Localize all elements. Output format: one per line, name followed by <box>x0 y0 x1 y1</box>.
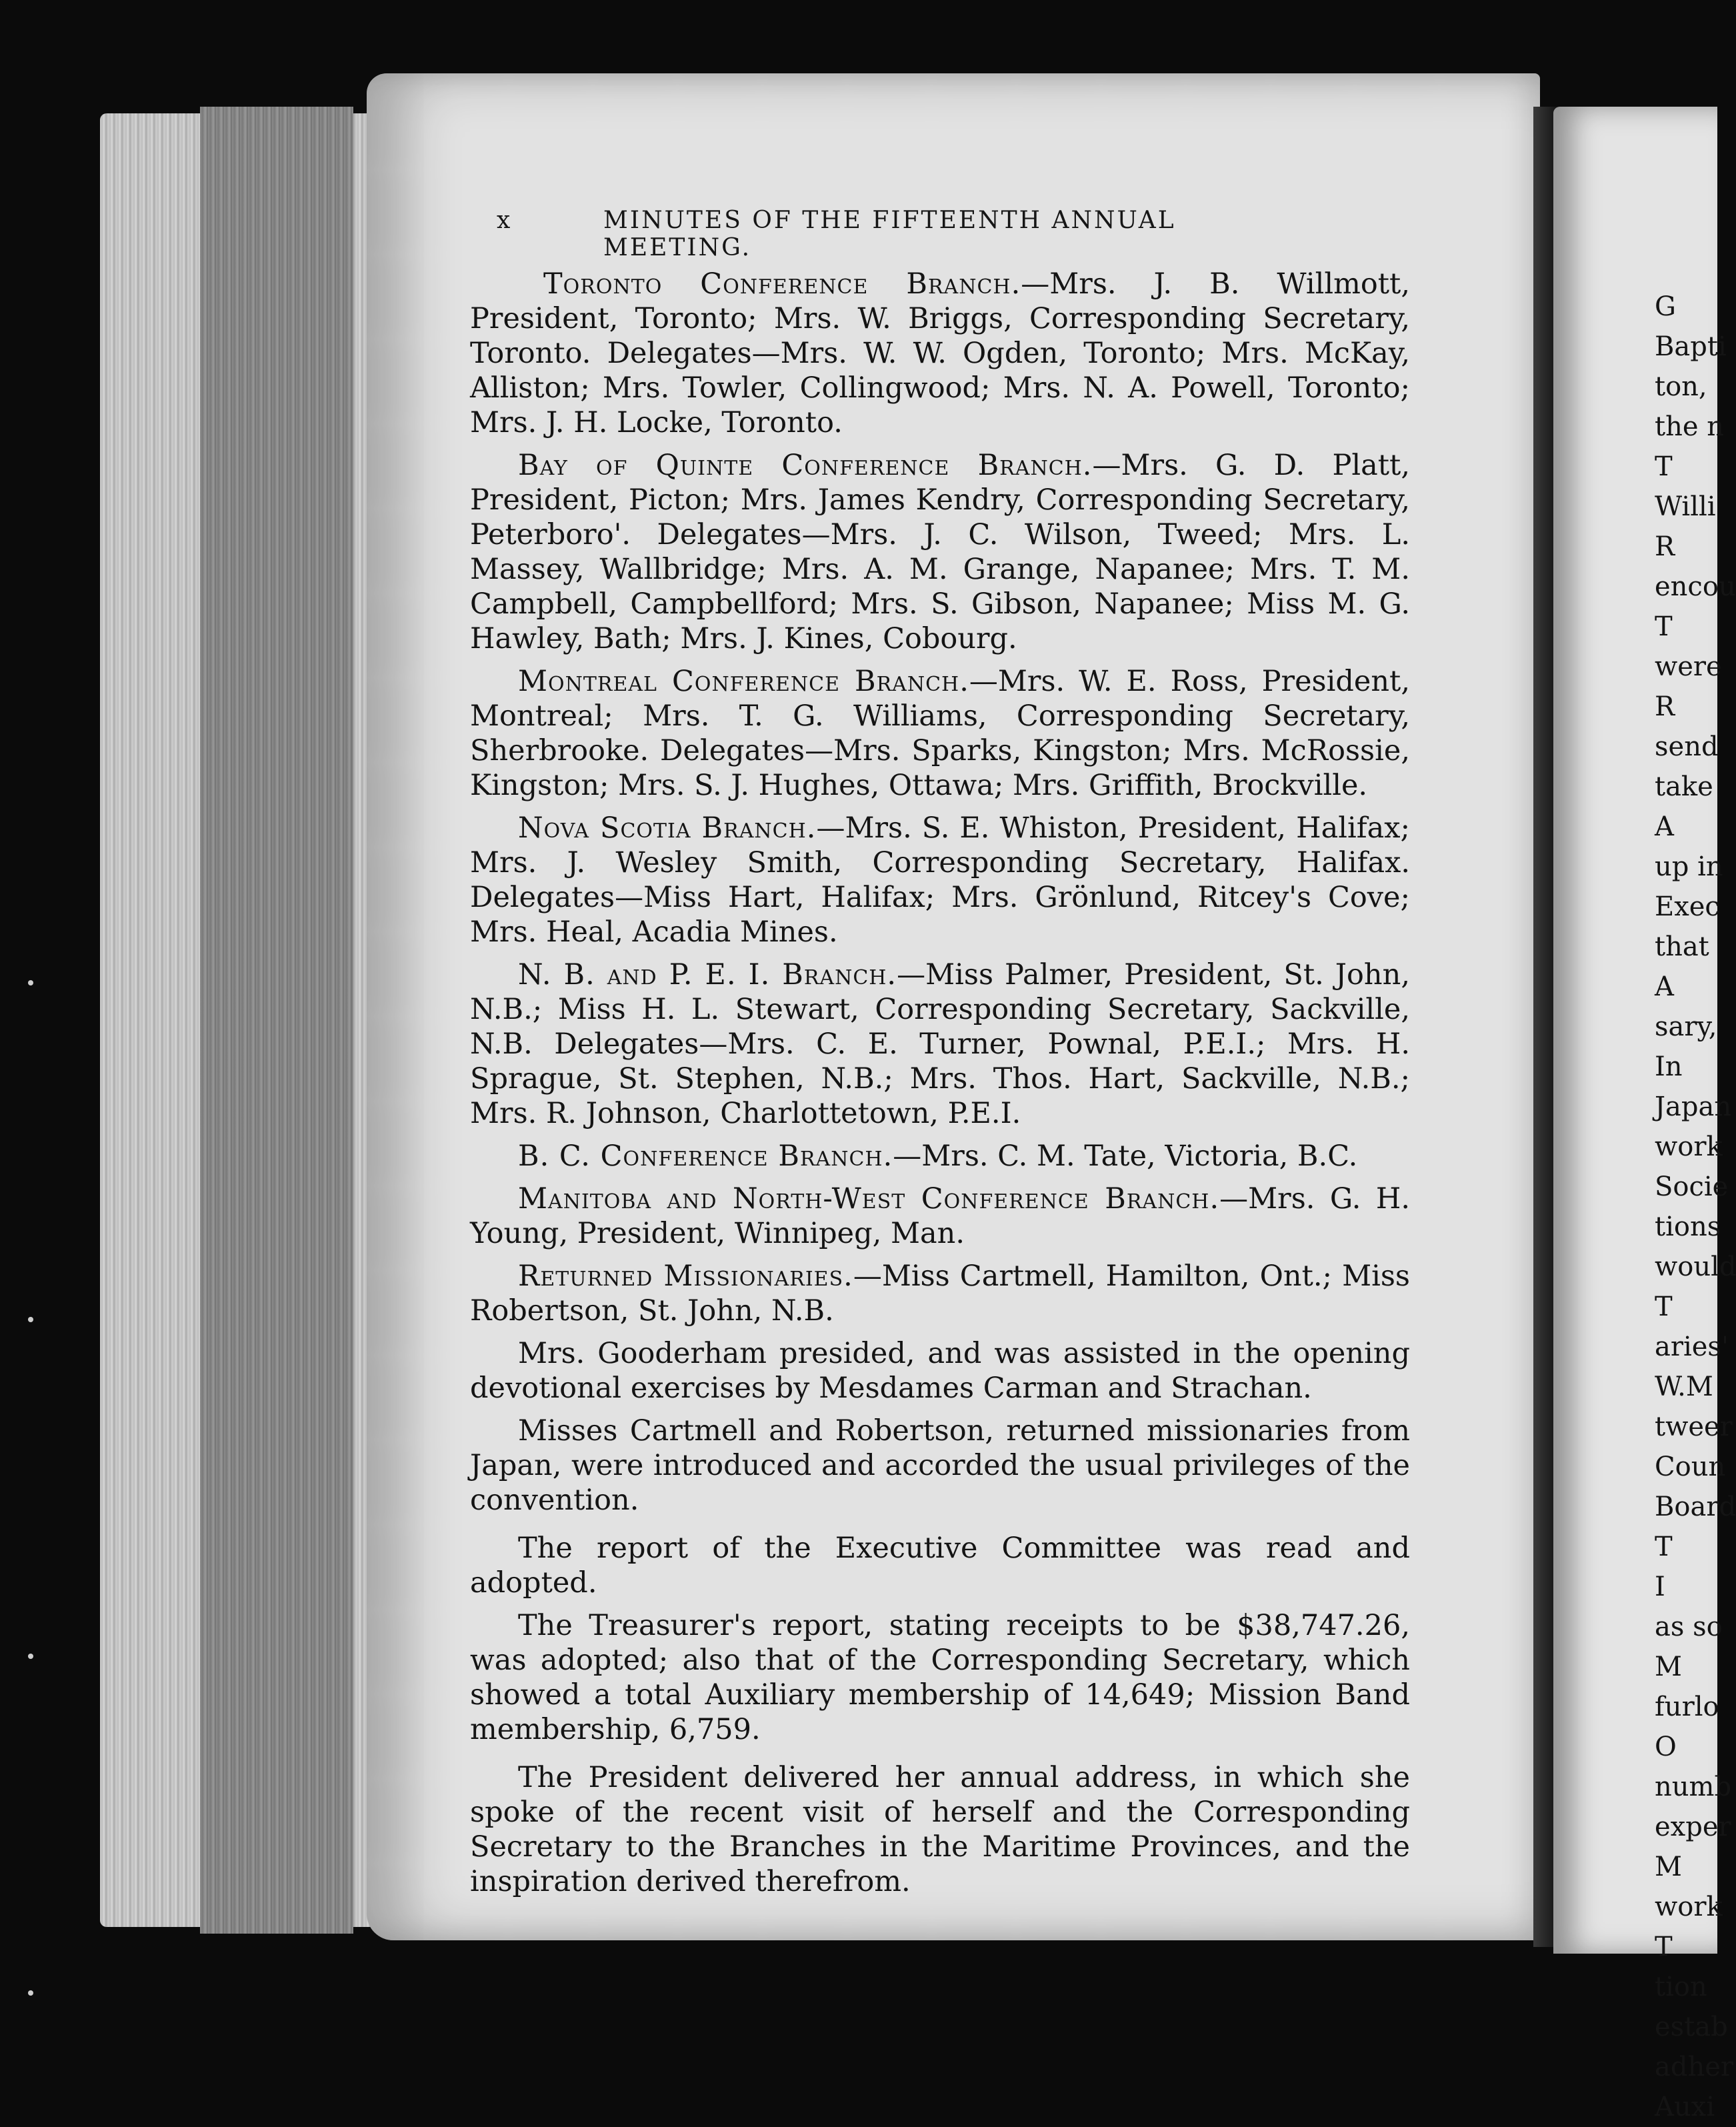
right-page-line-fragment: Socie <box>1655 1172 1729 1202</box>
paragraph-nb-pei-branch <box>470 957 1410 1131</box>
branch-heading: Toronto Conference Branch. <box>543 267 1021 301</box>
film-speck <box>28 1654 33 1659</box>
right-page-line-fragment: T <box>1655 451 1673 482</box>
right-page-line-fragment: ton, <box>1655 371 1707 402</box>
right-page-line-fragment: Willi <box>1655 491 1716 522</box>
paragraph-text: The President delivered her annual address, in which she spoke of the recent visit of herself and the Corresponding Secretary to the Branches in the Maritime Provinces, and the inspiration derived therefrom. <box>470 1761 1410 1898</box>
right-page-line-fragment: up in <box>1655 851 1723 882</box>
branch-heading: N. B. and P. E. I. Branch. <box>518 958 897 991</box>
right-page-line-fragment: would <box>1655 1252 1736 1282</box>
paragraph-president-address <box>470 1760 1410 1899</box>
right-page-line-fragment: aries' <box>1655 1332 1729 1362</box>
right-page-line-fragment: furlo <box>1655 1692 1719 1722</box>
running-title: MINUTES OF THE FIFTEENTH ANNUAL MEETING. <box>603 207 1176 261</box>
right-page-line-fragment: A <box>1655 811 1674 842</box>
paragraph-text: The Treasurer's report, stating receipts to be $38,747.26, was adopted; also that of the Corresponding Secretary, which showed a total Auxiliary membership of 14,649; Mission Band membership, 6,759. <box>470 1609 1410 1746</box>
right-page-line-fragment: Board <box>1655 1492 1736 1522</box>
branch-heading: B. C. Conference Branch. <box>518 1140 893 1173</box>
paragraph-bc-branch <box>470 1139 1410 1174</box>
right-page-line-fragment: W.M <box>1655 1372 1713 1402</box>
paragraph-text: Mrs. Gooderham presided, and was assisted in the opening devotional exercises by Mesdames Carman and Strachan. <box>470 1337 1410 1405</box>
paragraph-text: —Mrs. G. H. Young, President, Winnipeg, Man. <box>470 1182 1411 1250</box>
paragraph-bay-of-quinte-branch <box>470 448 1410 656</box>
paragraph-text: Misses Cartmell and Robertson, returned missionaries from Japan, were introduced and accorded the usual privileges of the convention. <box>470 1414 1410 1517</box>
paragraph-text: The report of the Executive Committee was read and adopted. <box>470 1532 1410 1600</box>
book-page-edges-shadow <box>200 107 353 1934</box>
right-page-line-fragment: Japan <box>1655 1092 1732 1122</box>
film-speck <box>28 1317 33 1322</box>
right-page-line-fragment: T <box>1655 1532 1673 1562</box>
paragraph-text: —Mrs. C. M. Tate, Victoria, B.C. <box>893 1140 1358 1173</box>
right-page-line-fragment: encou <box>1655 571 1736 602</box>
paragraph-presided <box>470 1336 1410 1406</box>
right-page-line-fragment: exper <box>1655 1812 1731 1842</box>
paragraph-manitoba-branch <box>470 1182 1410 1251</box>
right-page-line-fragment: Auxi <box>1655 2092 1715 2122</box>
paragraph-treasurer-report <box>470 1608 1410 1747</box>
branch-heading: Manitoba and North-West Conference Branch. <box>518 1182 1220 1216</box>
paragraph-toronto-branch <box>470 267 1410 440</box>
right-page-line-fragment: take <box>1655 771 1713 802</box>
right-page-line-fragment: send <box>1655 731 1719 762</box>
right-page-line-fragment: sary, <box>1655 1011 1717 1042</box>
right-page-line-fragment: In <box>1655 1051 1683 1082</box>
paragraph-returned-missionaries-introduced <box>470 1414 1410 1518</box>
paragraph-text: —Miss Palmer, President, St. John, N.B.; Miss H. L. Stewart, Corresponding Secretary, Sackville, N.B. Delegates—Mrs. C. E. Turner, Pownal, P.E.I.; Mrs. H. Sprague, St. Stephen, N.B.; Mrs. Thos. Hart, Sackville, N.B.; Mrs. R. Johnson, Charlottetown, P.E.I. <box>470 958 1410 1130</box>
right-page-line-fragment: estab <box>1655 2012 1728 2042</box>
right-page-line-fragment: work <box>1655 1132 1723 1162</box>
section-heading: Returned Missionaries. <box>518 1260 853 1293</box>
right-page-line-fragment: that <box>1655 931 1709 962</box>
right-page-line-fragment: O <box>1655 1732 1677 1762</box>
running-header <box>497 207 1317 261</box>
paragraph-montreal-branch <box>470 664 1410 803</box>
right-page-line-fragment: T <box>1655 1292 1673 1322</box>
page-number: x <box>497 207 513 234</box>
paragraph-text: —Mrs. W. E. Ross, President, Montreal; Mrs. T. G. Williams, Corresponding Secretary, Sherbrooke. Delegates—Mrs. Sparks, Kingston; Mrs. McRossie, Kingston; Mrs. S. J. Hughes, Ottawa; Mrs. Griffith, Brockville. <box>470 665 1410 802</box>
right-page-line-fragment: Exec <box>1655 891 1720 922</box>
right-page-line-fragment: were <box>1655 651 1722 682</box>
film-speck <box>28 980 33 985</box>
right-page-line-fragment: M <box>1655 1852 1682 1882</box>
right-page-line-fragment: R <box>1655 531 1675 562</box>
page-body <box>470 267 1410 1907</box>
right-page-line-fragment: tweer <box>1655 1412 1733 1442</box>
right-page-line-fragment: as so <box>1655 1612 1723 1642</box>
right-page-line-fragment: tions <box>1655 1212 1721 1242</box>
film-speck <box>28 1990 33 1996</box>
paragraph-nova-scotia-branch <box>470 811 1410 949</box>
right-page-line-fragment: work <box>1655 1892 1723 1922</box>
right-page-line-fragment: R <box>1655 691 1675 722</box>
paragraph-text: —Mrs. S. E. Whiston, President, Halifax; Mrs. J. Wesley Smith, Corresponding Secretary, Halifax. Delegates—Miss Hart, Halifax; Mrs. Grönlund, Ritcey's Cove; Mrs. Heal, Acadia Mines. <box>470 811 1410 949</box>
right-page-line-fragment: I <box>1655 1572 1665 1602</box>
paragraph-text: —Miss Cartmell, Hamilton, Ont.; Miss Robertson, St. John, N.B. <box>470 1260 1410 1328</box>
right-page-line-fragment: M <box>1655 1652 1682 1682</box>
branch-heading: Nova Scotia Branch. <box>518 811 817 845</box>
right-page-line-fragment: T <box>1655 611 1673 642</box>
right-page-line-fragment: the n <box>1655 411 1724 442</box>
paragraph-returned-missionaries <box>470 1259 1410 1328</box>
right-page-line-fragment: G <box>1655 291 1676 322</box>
right-page-line-fragment: Bapti <box>1655 331 1727 362</box>
right-page-text-fragments <box>1655 287 1736 2127</box>
paragraph-text: —Mrs. J. B. Willmott, President, Toronto; Mrs. W. Briggs, Corresponding Secretary, Toronto. Delegates—Mrs. W. W. Ogden, Toronto; Mrs. McKay, Alliston; Mrs. Towler, Collingwood; Mrs. N. A. Powell, Toronto; Mrs. J. H. Locke, Toronto. <box>470 267 1410 439</box>
right-page-line-fragment: tion <box>1655 1972 1707 2002</box>
right-page-line-fragment: numb <box>1655 1772 1732 1802</box>
right-page-line-fragment: A <box>1655 971 1674 1002</box>
paragraph-text: —Mrs. G. D. Platt, President, Picton; Mrs. James Kendry, Corresponding Secretary, Peterboro'. Delegates—Mrs. J. C. Wilson, Tweed; Mrs. L. Massey, Wallbridge; Mrs. A. M. Grange, Napanee; Mrs. T. M. Campbell, Campbellford; Mrs. S. Gibson, Napanee; Miss M. G. Hawley, Bath; Mrs. J. Kines, Cobourg. <box>470 449 1410 655</box>
right-page-line-fragment: Coun <box>1655 1452 1726 1482</box>
right-page-line-fragment: T <box>1655 1932 1673 1962</box>
right-page-line-fragment: adher <box>1655 2052 1734 2082</box>
branch-heading: Bay of Quinte Conference Branch. <box>518 449 1093 482</box>
branch-heading: Montreal Conference Branch. <box>518 665 969 698</box>
paragraph-executive-report <box>470 1531 1410 1600</box>
